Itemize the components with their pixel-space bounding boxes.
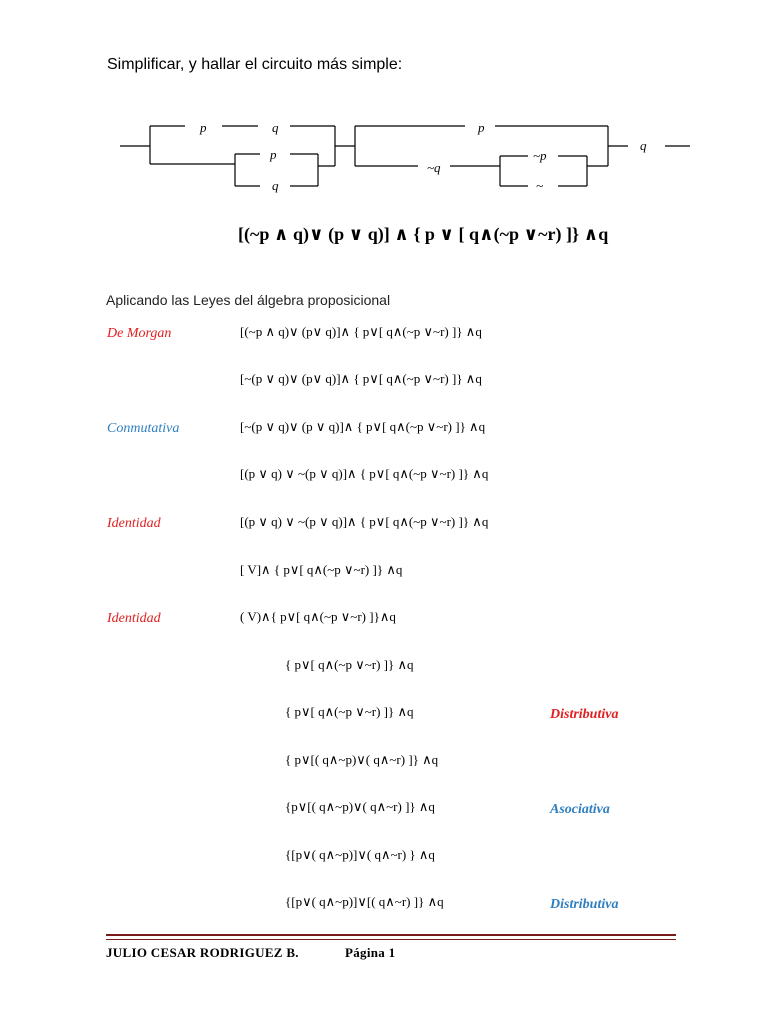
law-label-de-morgan: De Morgan	[107, 326, 172, 341]
circuit-label: p	[200, 120, 207, 135]
step-expression: { p∨[( q∧~p)∨( q∧~r) ]} ∧q	[285, 752, 439, 767]
circuit-label: ~p	[533, 148, 547, 163]
step-expression: {[p∨( q∧~p)]∨( q∧~r) } ∧q	[285, 847, 435, 862]
circuit-label: p	[478, 120, 485, 135]
circuit-diagram	[100, 110, 700, 200]
step-expression: [~(p ∨ q)∨ (p∨ q)]∧ { p∨[ q∧(~p ∨~r) ]} ∧q	[240, 371, 482, 386]
step-expression: [(p ∨ q) ∨ ~(p ∨ q)]∧ { p∨[ q∧(~p ∨~r) ]} ∧q	[240, 514, 489, 529]
circuit-label: q	[272, 120, 279, 135]
law-label-conmutativa: Conmutativa	[107, 421, 180, 436]
law-label-identidad: Identidad	[107, 611, 161, 626]
step-expression: { p∨[ q∧(~p ∨~r) ]} ∧q	[285, 657, 414, 672]
circuit-label: q	[640, 138, 647, 153]
step-expression: [(~p ∧ q)∨ (p∨ q)]∧ { p∨[ q∧(~p ∨~r) ]} ∧q	[240, 324, 482, 339]
law-label-asociativa: Asociativa	[550, 802, 610, 817]
circuit-label: p	[270, 147, 277, 162]
law-label-distributiva: Distributiva	[550, 897, 619, 912]
section-subtitle: Aplicando las Leyes del álgebra proposicional	[106, 292, 391, 308]
main-expression: [(~p ∧ q)∨ (p ∨ q)] ∧ { p ∨ [ q∧(~p ∨~r) ]} ∧q	[238, 224, 609, 244]
step-expression: [~(p ∨ q)∨ (p ∨ q)]∧ { p∨[ q∧(~p ∨~r) ]} ∧q	[240, 419, 486, 434]
step-expression: { p∨[ q∧(~p ∨~r) ]} ∧q	[285, 704, 414, 719]
step-expression: {p∨[( q∧~p)∨( q∧~r) ]} ∧q	[285, 799, 435, 814]
circuit-label: ~q	[427, 160, 441, 175]
footer-author: JULIO CESAR RODRIGUEZ B.	[106, 945, 299, 960]
step-expression: [ V]∧ { p∨[ q∧(~p ∨~r) ]} ∧q	[240, 562, 403, 577]
circuit-label: q	[272, 178, 279, 193]
step-expression: {[p∨( q∧~p)]∨[( q∧~r) ]} ∧q	[285, 894, 444, 909]
page-title: Simplificar, y hallar el circuito más simple:	[107, 56, 403, 73]
footer-rule	[106, 934, 676, 936]
circuit-label: ~	[536, 178, 544, 193]
law-label-distributiva: Distributiva	[550, 707, 619, 722]
footer-rule	[106, 939, 676, 940]
footer-page-number: Página 1	[345, 945, 396, 960]
law-label-identidad: Identidad	[107, 516, 161, 531]
step-expression: [(p ∨ q) ∨ ~(p ∨ q)]∧ { p∨[ q∧(~p ∨~r) ]} ∧q	[240, 466, 489, 481]
step-expression: ( V)∧{ p∨[ q∧(~p ∨~r) ]}∧q	[240, 609, 396, 624]
